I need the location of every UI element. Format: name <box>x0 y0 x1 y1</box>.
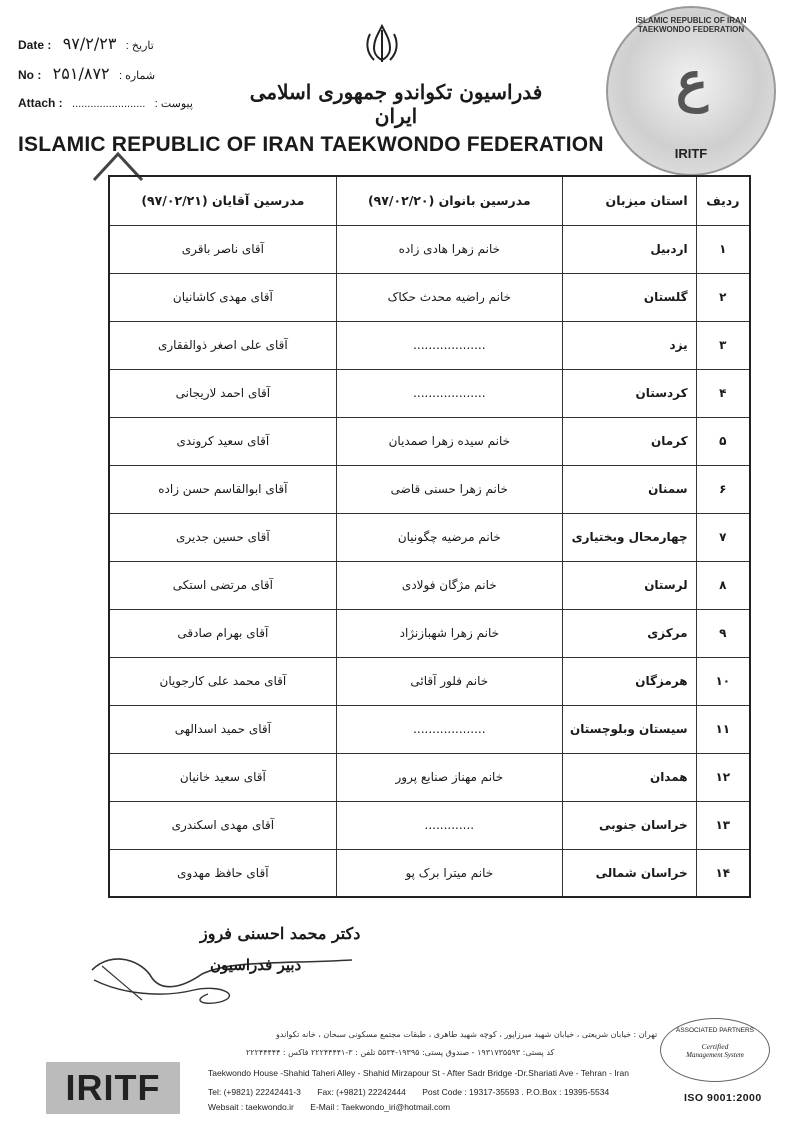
taekwondo-emblem-icon: ع <box>675 52 709 112</box>
federation-title-en: ISLAMIC REPUBLIC OF IRAN TAEKWONDO FEDERATION <box>18 133 604 156</box>
row-male-instructor: آقای مهدی کاشانیان <box>109 273 336 321</box>
table-row <box>109 705 750 753</box>
row-female-instructor: خانم سیده زهرا صمدیان <box>336 417 562 465</box>
row-female-instructor: خانم راضیه محدث حکاک <box>336 273 562 321</box>
row-province: کردستان <box>562 369 696 417</box>
row-province: کرمان <box>562 417 696 465</box>
row-male-instructor: آقای احمد لاریجانی <box>109 369 336 417</box>
row-province: هرمزگان <box>562 657 696 705</box>
row-female-instructor: خانم زهرا شهبازنژاد <box>336 609 562 657</box>
col-header-male: مدرسین آقایان (۹۷/۰۲/۲۱) <box>109 176 336 225</box>
row-number: ۵ <box>696 417 750 465</box>
row-male-instructor: آقای محمد علی کارجویان <box>109 657 336 705</box>
footer-address-en: Taekwondo House -Shahid Taheri Alley - Shahid Mirzapour St - After Sadr Bridge -Dr.Shariati Ave - Tehran - Iran <box>208 1068 629 1078</box>
row-province: گلستان <box>562 273 696 321</box>
date-value: ۹۷/۲/۲۳ <box>62 34 117 53</box>
row-province: همدان <box>562 753 696 801</box>
table-row <box>109 801 750 849</box>
date-field <box>18 34 154 53</box>
col-header-num: ردیف <box>696 176 750 225</box>
row-number: ۱۱ <box>696 705 750 753</box>
number-label-fa: : شماره <box>118 70 156 82</box>
row-province: سمنان <box>562 465 696 513</box>
row-female-instructor: ................... <box>336 705 562 753</box>
row-number: ۶ <box>696 465 750 513</box>
row-province: خراسان جنوبی <box>562 801 696 849</box>
signatory-title: دبیر فدراسیون <box>210 956 302 974</box>
row-male-instructor: آقای ابوالقاسم حسن زاده <box>109 465 336 513</box>
row-province: سیستان وبلوچستان <box>562 705 696 753</box>
table-row <box>109 225 750 273</box>
iso-label: ISO 9001:2000 <box>684 1092 762 1104</box>
logo-ring-text: ISLAMIC REPUBLIC OF IRAN TAEKWONDO FEDERATION <box>635 16 747 34</box>
table-row <box>109 417 750 465</box>
table-row <box>109 657 750 705</box>
row-female-instructor: ................... <box>336 321 562 369</box>
row-female-instructor: خانم فلور آقائی <box>336 657 562 705</box>
row-province: چهارمحال وبختیاری <box>562 513 696 561</box>
table-row <box>109 273 750 321</box>
row-male-instructor: آقای ناصر باقری <box>109 225 336 273</box>
row-female-instructor: ............. <box>336 801 562 849</box>
row-number: ۷ <box>696 513 750 561</box>
footer-contact-fa: کد پستی: ۱۹۳۱۷۳۵۵۹۳ - صندوق پستی: ۱۹۳۹۵-۵۵۳۴ تلفن : ۳-۲۲۲۴۴۴۴۱ فاکس : ۲۲۲۴۴۴۴۴ <box>246 1048 555 1057</box>
footer-tel: Tel: (+9821) 22242441-3 <box>208 1087 301 1097</box>
row-province: اردبیل <box>562 225 696 273</box>
row-female-instructor: خانم مهناز صنایع پرور <box>336 753 562 801</box>
footer-address-fa: تهران : خیابان شریعتی ، خیابان شهید میرزاپور ، کوچه شهید طاهری ، طبقات مجتمع مسکونی سبحان ، خانه تکواندو <box>276 1030 658 1039</box>
stamp-mid-text: Certified <box>701 1042 729 1051</box>
attach-field <box>18 96 193 110</box>
date-label: Date : <box>18 38 52 52</box>
instructors-table <box>108 175 751 898</box>
stamp-top-text: ASSOCIATED PARTNERS <box>675 1027 755 1034</box>
attach-label-fa: : پیوست <box>154 98 193 110</box>
certification-stamp <box>660 1018 770 1082</box>
table-row <box>109 465 750 513</box>
row-female-instructor: خانم میترا برک پو <box>336 849 562 897</box>
row-number: ۴ <box>696 369 750 417</box>
footer-fax: Fax: (+9821) 22242444 <box>317 1087 406 1097</box>
row-male-instructor: آقای مهدی اسکندری <box>109 801 336 849</box>
footer-website: Websait : taekwondo.ir <box>208 1102 294 1112</box>
row-province: مرکزی <box>562 609 696 657</box>
row-male-instructor: آقای سعید کروندی <box>109 417 336 465</box>
row-male-instructor: آقای بهرام صادقی <box>109 609 336 657</box>
number-field <box>18 64 155 83</box>
row-male-instructor: آقای علی اصغر ذوالفقاری <box>109 321 336 369</box>
federation-logo <box>606 6 776 176</box>
row-female-instructor: خانم مژگان فولادی <box>336 561 562 609</box>
row-number: ۲ <box>696 273 750 321</box>
logo-text: IRITF <box>674 146 708 161</box>
table-row <box>109 321 750 369</box>
col-header-female: مدرسین بانوان (۹۷/۰۲/۲۰) <box>336 176 562 225</box>
row-number: ۳ <box>696 321 750 369</box>
row-male-instructor: آقای مرتضی استکی <box>109 561 336 609</box>
table-header-row <box>109 176 750 225</box>
col-header-province: استان میزبان <box>562 176 696 225</box>
footer-phone-line <box>208 1087 623 1097</box>
row-male-instructor: آقای سعید خانیان <box>109 753 336 801</box>
row-male-instructor: آقای حمید اسدالهی <box>109 705 336 753</box>
row-male-instructor: آقای حافظ مهدوی <box>109 849 336 897</box>
footer-email: E-Mail : Taekwondo_iri@hotmail.com <box>310 1102 451 1112</box>
table-row <box>109 609 750 657</box>
row-number: ۱۰ <box>696 657 750 705</box>
footer-web-line <box>208 1102 464 1112</box>
table-row <box>109 753 750 801</box>
row-number: ۱ <box>696 225 750 273</box>
row-female-instructor: ................... <box>336 369 562 417</box>
federation-title-fa: فدراسیون تکواندو جمهوری اسلامی ایران <box>249 80 543 128</box>
row-male-instructor: آقای حسین جدیری <box>109 513 336 561</box>
row-province: لرستان <box>562 561 696 609</box>
row-number: ۸ <box>696 561 750 609</box>
row-female-instructor: خانم زهرا هادی زاده <box>336 225 562 273</box>
attach-label: Attach : <box>18 96 63 110</box>
table-row <box>109 849 750 897</box>
row-province: یزد <box>562 321 696 369</box>
row-female-instructor: خانم زهرا حسنی قاضی <box>336 465 562 513</box>
iran-emblem-icon <box>360 22 404 66</box>
attach-value: ........................ <box>72 98 146 110</box>
table-row <box>109 561 750 609</box>
row-female-instructor: خانم مرضیه چگونیان <box>336 513 562 561</box>
row-number: ۱۳ <box>696 801 750 849</box>
row-number: ۱۴ <box>696 849 750 897</box>
footer-logo: IRITF <box>46 1062 180 1114</box>
row-number: ۹ <box>696 609 750 657</box>
row-number: ۱۲ <box>696 753 750 801</box>
date-label-fa: : تاریخ <box>125 40 154 52</box>
footer-post-code: Post Code : 19317-35593 . P.O.Box : 19395-5534 <box>422 1087 610 1097</box>
stamp-bottom-text: Management System <box>686 1051 744 1059</box>
row-province: خراسان شمالی <box>562 849 696 897</box>
table-row <box>109 369 750 417</box>
signatory-name: دکتر محمد احسنی فروز <box>200 924 361 943</box>
number-label: No : <box>18 68 42 82</box>
number-value: ۲۵۱/۸۷۲ <box>52 64 110 83</box>
table-row <box>109 513 750 561</box>
